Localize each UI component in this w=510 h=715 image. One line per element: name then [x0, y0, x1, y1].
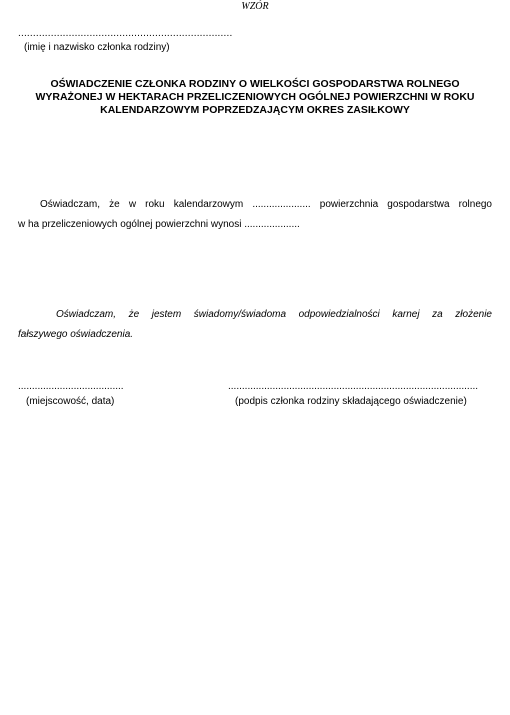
template-marker: WZÓR — [241, 1, 269, 12]
title-line-1: OŚWIADCZENIE CZŁONKA RODZINY O WIELKOŚCI GOSPODARSTWA ROLNEGO — [50, 78, 460, 90]
liability-statement-line-2: fałszywego oświadczenia. — [18, 329, 134, 340]
place-date-label: (miejscowość, data) — [26, 396, 115, 407]
title-line-3: KALENDARZOWYM POPRZEDZAJĄCYM OKRES ZASIŁKOWY — [100, 104, 410, 116]
member-name-label: (imię i nazwisko członka rodziny) — [24, 42, 170, 53]
document-title — [20, 78, 490, 117]
title-line-2: WYRAŻONEJ W HEKTARACH PRZELICZENIOWYCH OGÓLNEJ POWIERZCHNI W ROKU — [35, 91, 475, 103]
place-date-line: ...................................... — [18, 381, 124, 392]
declaration-area-line-1: Oświadczam, że w roku kalendarzowym ..................... powierzchnia gospodarstwa rolnego — [40, 199, 492, 210]
liability-statement-line-1: Oświadczam, że jestem świadomy/świadoma odpowiedzialności karnej za złożenie — [56, 309, 492, 320]
signature-label: (podpis członka rodziny składającego oświadczenie) — [235, 396, 467, 407]
signature-line: .......................................................................................... — [228, 381, 479, 392]
member-name-line: ........................................................................ — [18, 28, 233, 39]
declaration-area-line-2: w ha przeliczeniowych ogólnej powierzchni wynosi .................... — [18, 219, 300, 230]
